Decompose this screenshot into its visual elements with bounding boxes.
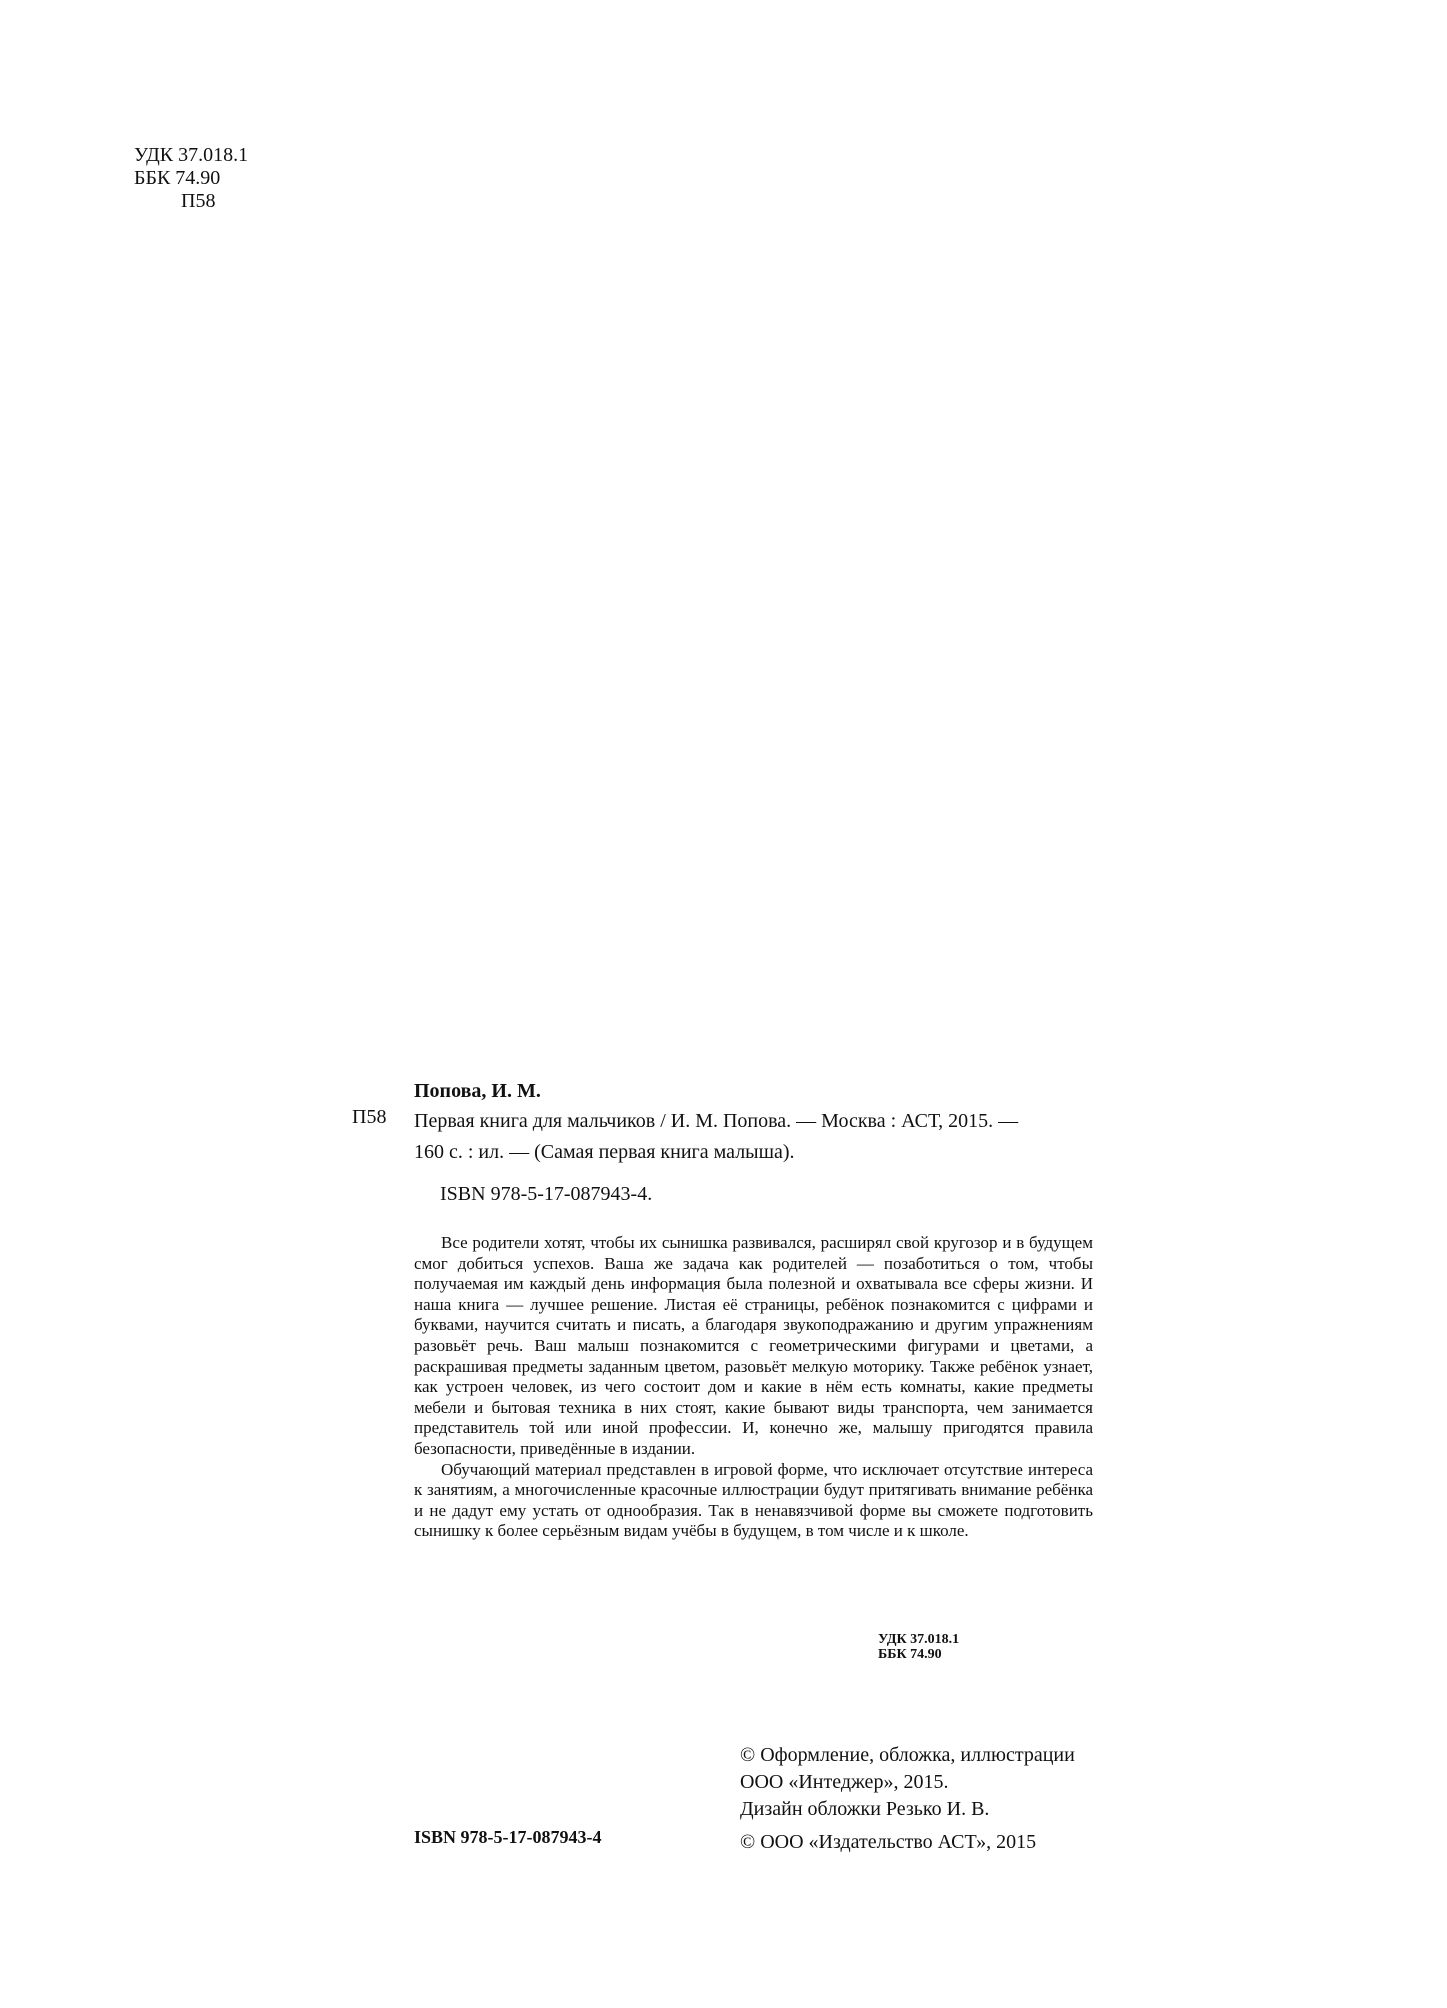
udk-block-bottom (878, 1632, 959, 1662)
bibliographic-line-2: 160 с. : ил. — (Самая первая книга малыша). (414, 1141, 795, 1163)
annotation (414, 1233, 1093, 1542)
udk-block-top (134, 144, 248, 213)
copyright-line-2: ООО «Интеджер», 2015. (740, 1771, 949, 1793)
copyright-line-1: © Оформление, обложка, иллюстрации (740, 1744, 1075, 1766)
isbn-entry: ISBN 978-5-17-087943-4. (440, 1183, 653, 1205)
author-name: Попова, И. М. (414, 1080, 541, 1102)
author-mark-margin: П58 (352, 1106, 387, 1128)
copyright-block (740, 1742, 1075, 1856)
bbk-code: ББК 74.90 (134, 167, 221, 189)
isbn-bottom: ISBN 978-5-17-087943-4 (414, 1827, 602, 1847)
bibliographic-line-1: Первая книга для мальчиков / И. М. Попова. — Москва : АСТ, 2015. — (414, 1110, 1019, 1132)
copyright-line-3: Дизайн обложки Резько И. В. (740, 1798, 990, 1820)
copyright-line-4: © ООО «Издательство АСТ», 2015 (740, 1831, 1037, 1853)
udk-code: УДК 37.018.1 (134, 144, 249, 166)
bibliographic-entry (414, 1106, 1094, 1168)
bbk-code-bottom: ББК 74.90 (878, 1647, 942, 1662)
author-mark: П58 (181, 190, 216, 212)
annotation-paragraph-2: Обучающий материал представлен в игровой форме, что исключает отсутствие интереса к занятиям, а многочисленные красочные иллюстрации будут притягивать внимание ребёнка и не дадут ему устать от однообразия. Так в ненавязчивой форме вы сможете подготовить сынишку к более серьёзным видам учёбы в будущем, в том числе и к школе. (414, 1459, 1093, 1541)
udk-code-bottom: УДК 37.018.1 (878, 1632, 960, 1647)
annotation-paragraph-1: Все родители хотят, чтобы их сынишка развивался, расширял свой кругозор и в будущем смог добиться успехов. Ваша же задача как родителей — позаботиться о том, чтобы получаемая им каждый день информация была полезной и охватывала все сферы жизни. И наша книга — лучшее решение. Листая её страницы, ребёнок познакомится с цифрами и буквами, научится считать и писать, а благодаря звукоподражанию и другим упражнениям разовьёт речь. Ваш малыш познакомится с геометрическими фигурами и цветами, а раскрашивая предметы заданным цветом, разовьёт мелкую моторику. Также ребёнок узнает, как устроен человек, из чего состоит дом и какие в нём есть комнаты, какие предметы мебели и бытовая техника в них стоят, какие бывают виды транспорта, чем занимается представитель той или иной профессии. И, конечно же, малышу пригодятся правила безопасности, приведённые в издании. (414, 1233, 1093, 1458)
